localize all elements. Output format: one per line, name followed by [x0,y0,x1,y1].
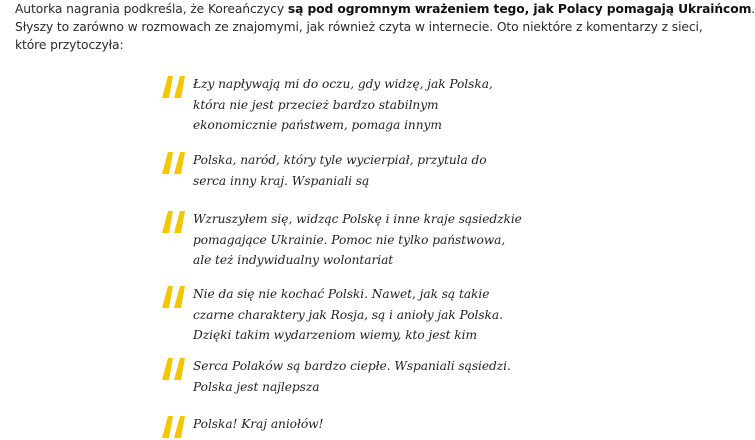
quote-line: pomagające Ukrainie. Pomoc nie tylko państwowa, [193,232,506,247]
quotation-mark-icon [158,150,188,176]
intro-emphasis: są pod ogromnym wrażeniem tego, jak Polacy pomagają Ukraińcom [287,2,752,16]
article-body [15,0,755,54]
intro-line: Słyszy to zarówno w rozmowach ze znajomymi, jak również czyta w internecie. Oto niektóre z komentarzy z sieci, [15,20,703,34]
quote-line: Polska, naród, który tyle wycierpiał, przytula do [193,153,487,167]
quotation-mark-icon [158,414,188,440]
intro-period: . [751,2,755,16]
quotation-mark-icon [158,356,188,382]
quote-text [193,284,503,346]
intro-line [15,0,755,18]
quote-text [193,356,511,397]
quote-line: Wzruszyłem się, widząc Polskę i inne kraje sąsiedzkie [193,212,522,226]
quote-line: Dzięki takim wydarzeniom wiemy, kto jest kim [193,328,477,342]
quotation-mark-icon [158,74,188,100]
quote-text [193,209,522,271]
quote-line: czarne charaktery jak Rosja, są i anioły jak Polska. [193,307,503,322]
quotation-mark-icon [158,209,188,235]
quote-line: ale też indywidualny wolontariat [193,253,394,267]
quote-text [193,414,323,435]
quote-line: Polska! Kraj aniołów! [193,417,324,431]
quote-line: ekonomicznie państwem, pomaga innym [193,118,442,132]
quote-text [193,150,487,191]
intro-line: które przytoczyła: [15,38,124,52]
quote-line: Polska jest najlepsza [193,379,320,394]
intro-paragraph [15,0,755,54]
quote-line: serca inny kraj. Wspaniali są [193,173,370,188]
quote-line: Nie da się nie kochać Polski. Nawet, jak są takie [193,287,490,301]
quote-text [193,74,493,136]
quote-line: Łzy napływają mi do oczu, gdy widzę, jak Polska, [193,77,493,91]
quotation-mark-icon [158,284,188,310]
intro-text: Autorka nagrania podkreśla, że Koreańczycy [15,2,288,16]
quote-line: Serca Polaków są bardzo ciepłe. Wspaniali sąsiedzi. [193,359,511,373]
quote-line: która nie jest przecież bardzo stabilnym [193,97,439,112]
